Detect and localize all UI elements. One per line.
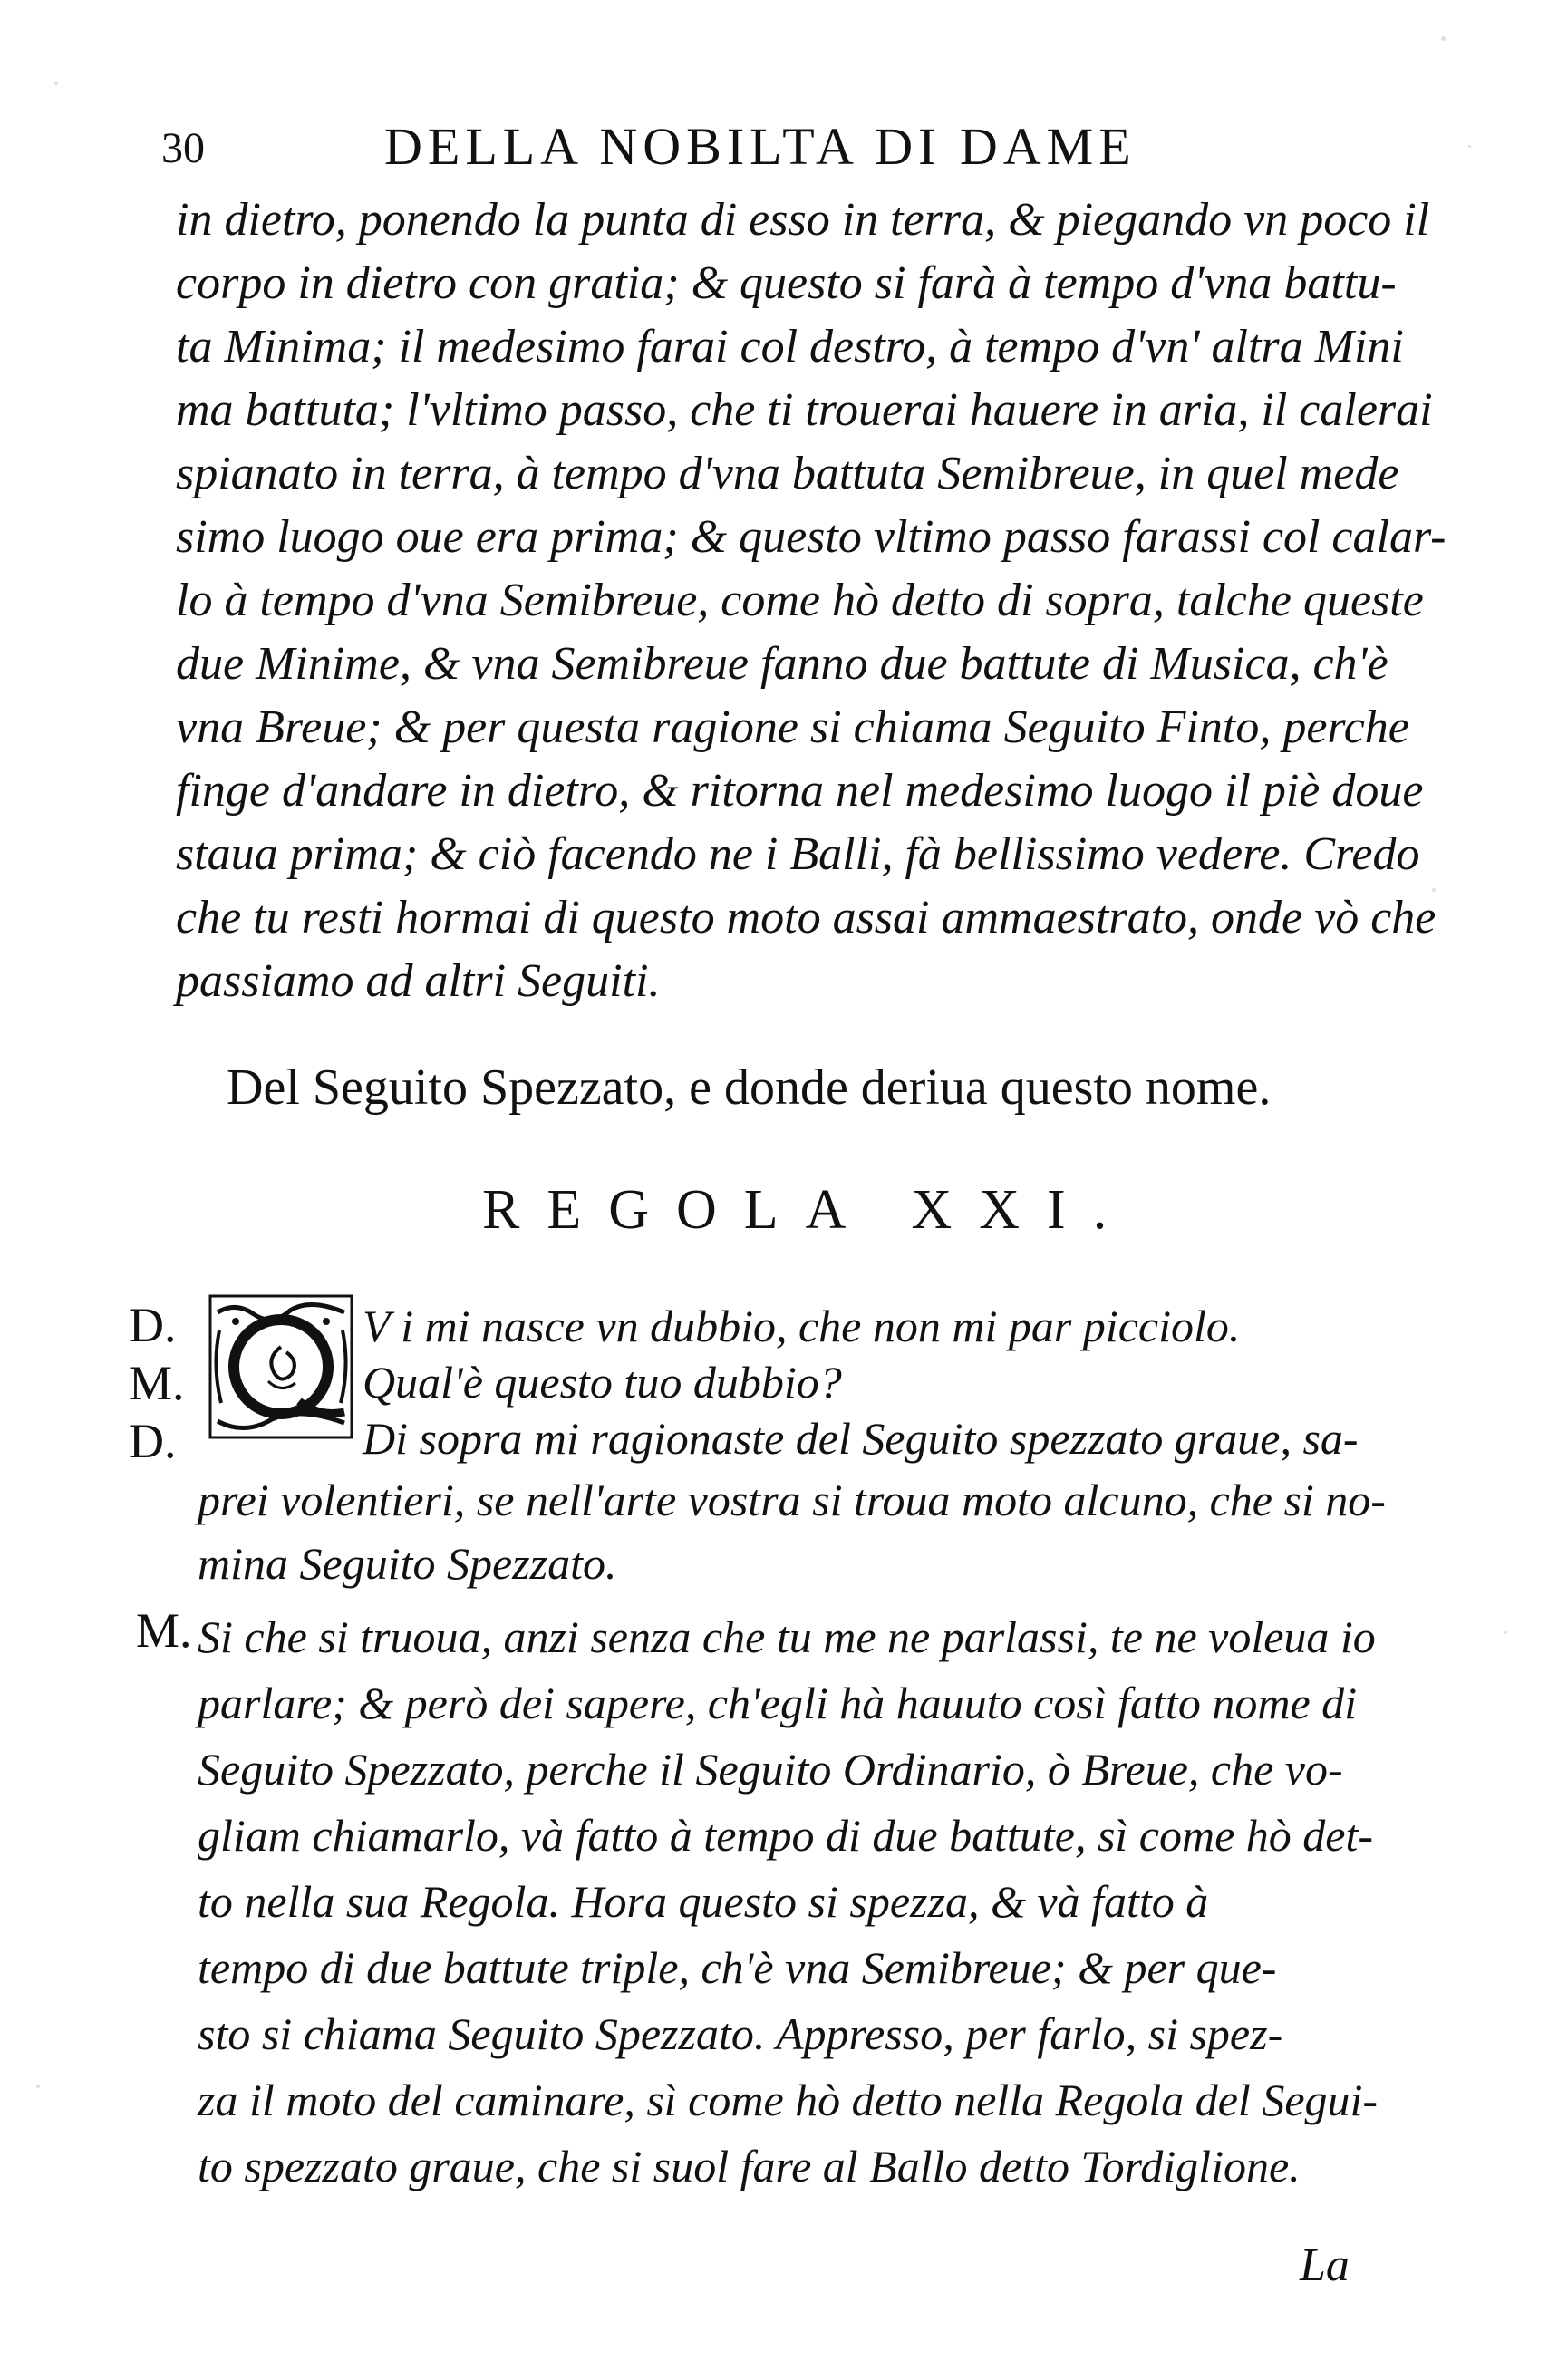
body-paragraph: [176, 189, 1445, 1013]
text-line: spianato in terra, à tempo d'vna battuta Semibreue, in quel mede: [176, 448, 1399, 499]
dialogue-line: prei volentieri, se nell'arte vostra si troua moto alcuno, che si no-: [198, 1475, 1386, 1525]
text-line: finge d'andare in dietro, & ritorna nel medesimo luogo il piè doue: [176, 765, 1424, 817]
text-line: tempo di due battute triple, ch'è vna Semibreue; & per que-: [198, 1942, 1277, 1993]
drop-cap-ornament: [208, 1294, 353, 1439]
master-reply: [198, 1604, 1378, 2200]
rule-heading: REGOLA XXI.: [482, 1179, 1135, 1241]
dialogue-line: mina Seguito Spezzato.: [198, 1538, 617, 1589]
page-header: [161, 116, 1204, 189]
text-line: ma battuta; l'vltimo passo, che ti trouerai hauere in aria, il calerai: [176, 384, 1433, 436]
scan-speckle: [1504, 1631, 1507, 1634]
text-line: to spezzato graue, che si suol fare al Ballo detto Tordiglione.: [198, 2141, 1301, 2191]
speaker-labels: [129, 1296, 192, 1470]
text-line: in dietro, ponendo la punta di esso in terra, & piegando vn poco il: [176, 194, 1430, 246]
text-line: to nella sua Regola. Hora questo si spezza, & và fatto à: [198, 1876, 1209, 1927]
section-heading: Del Seguito Spezzato, e donde deriua questo nome.: [227, 1059, 1272, 1116]
catchword: La: [1300, 2240, 1350, 2291]
text-line: due Minime, & vna Semibreue fanno due battute di Musica, ch'è: [176, 638, 1388, 690]
text-line: Seguito Spezzato, perche il Seguito Ordinario, ò Breue, che vo-: [198, 1744, 1343, 1795]
text-line: gliam chiamarlo, và fatto à tempo di due battute, sì come hò det-: [198, 1810, 1374, 1861]
dialogue-line: Di sopra mi ragionaste del Seguito spezzato graue, sa-: [363, 1413, 1359, 1464]
speaker-label: D.: [129, 1414, 177, 1468]
dialogue-line: V i mi nasce vn dubbio, che non mi par picciolo.: [363, 1301, 1241, 1351]
text-line: za il moto del caminare, sì come hò detto nella Regola del Segui-: [198, 2075, 1379, 2125]
dialogue-block: [363, 1298, 1459, 1466]
speaker-label: M.: [129, 1356, 185, 1410]
text-line: simo luogo oue era prima; & questo vltimo passo farassi col calar-: [176, 511, 1446, 563]
text-line: sto si chiama Seguito Spezzato. Appresso, per farlo, si spez-: [198, 2008, 1283, 2059]
dialogue-line: Qual'è questo tuo dubbio?: [363, 1357, 842, 1408]
text-line: ta Minima; il medesimo farai col destro, à tempo d'vn' altra Mini: [176, 321, 1404, 372]
text-line: lo à tempo d'vna Semibreue, come hò detto di sopra, talche queste: [176, 575, 1424, 626]
text-line: Si che si truoua, anzi senza che tu me ne parlassi, te ne voleua io: [198, 1611, 1376, 1662]
text-line: vna Breue; & per questa ragione si chiama Seguito Finto, perche: [176, 701, 1409, 753]
text-line: corpo in dietro con gratia; & questo si farà à tempo d'vna battu-: [176, 257, 1397, 309]
speaker-label: D.: [129, 1298, 177, 1352]
scan-speckle: [1441, 36, 1446, 41]
text-line: che tu resti hormai di questo moto assai ammaestrato, onde vò che: [176, 892, 1437, 943]
text-line: staua prima; & ciò facendo ne i Balli, fà bellissimo vedere. Credo: [176, 828, 1420, 880]
page-number: 30: [161, 124, 205, 172]
speaker-label-master: M.: [136, 1603, 192, 1658]
ornament-q-icon: [208, 1294, 353, 1439]
dialogue-continuation: [198, 1468, 1386, 1595]
scan-speckle: [36, 2085, 40, 2088]
running-title: DELLA NOBILTA DI DAME: [384, 117, 1137, 176]
text-line: passiamo ad altri Seguiti.: [176, 955, 661, 1007]
scan-speckle: [1468, 145, 1471, 148]
scan-speckle: [54, 82, 58, 85]
text-line: parlare; & però dei sapere, ch'egli hà hauuto così fatto nome di: [198, 1678, 1358, 1728]
